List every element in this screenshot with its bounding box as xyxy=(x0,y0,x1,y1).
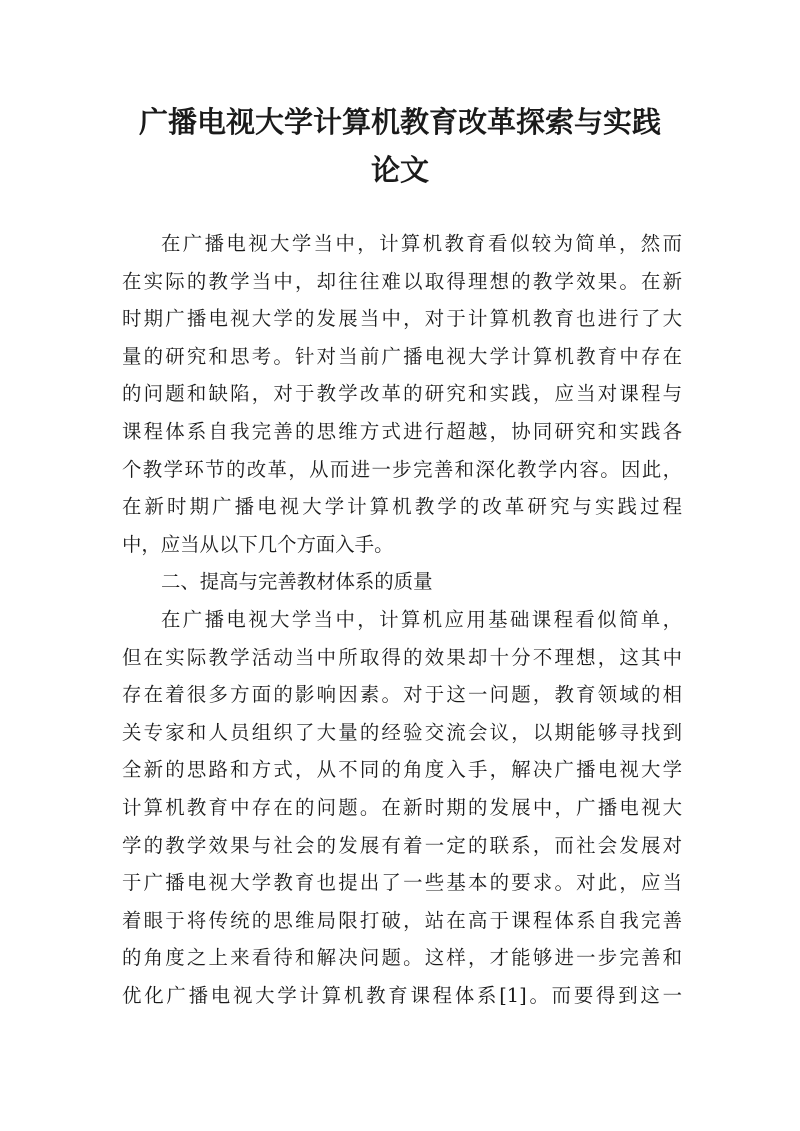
paragraph-2-line: 存在着很多方面的影响因素。对于这一问题，教育领域的相 xyxy=(122,683,682,707)
section-heading: 二、提高与完善教材体系的质量 xyxy=(161,570,433,594)
paragraph-1-line: 时期广播电视大学的发展当中，对于计算机教育也进行了大 xyxy=(122,307,682,331)
paragraph-1-line: 在新时期广播电视大学计算机教学的改革研究与实践过程 xyxy=(122,495,682,519)
paragraph-1-line: 个教学环节的改革，从而进一步完善和深化教学内容。因此， xyxy=(122,457,682,481)
paragraph-2-line: 但在实际教学活动当中所取得的效果却十分不理想，这其中 xyxy=(122,645,682,669)
title-line-2: 论文 xyxy=(370,153,429,187)
paragraph-2-line: 关专家和人员组织了大量的经验交流会议，以期能够寻找到 xyxy=(122,720,682,744)
paragraph-1-line: 中，应当从以下几个方面入手。 xyxy=(122,532,394,556)
paragraph-1-line: 在实际的教学当中，却往往难以取得理想的教学效果。在新 xyxy=(122,269,682,293)
paragraph-2-line: 全新的思路和方式，从不同的角度入手，解决广播电视大学 xyxy=(122,758,682,782)
paragraph-2-line: 优化广播电视大学计算机教育课程体系[1]。而要得到这一 xyxy=(122,983,682,1007)
document-body xyxy=(122,225,682,1014)
paragraph-2-line: 于广播电视大学教育也提出了一些基本的要求。对此，应当 xyxy=(122,871,682,895)
paragraph-2-line: 在广播电视大学当中，计算机应用基础课程看似简单， xyxy=(161,607,682,631)
paragraph-1-line: 在广播电视大学当中，计算机教育看似较为简单，然而 xyxy=(161,232,682,255)
title-line-1: 广播电视大学计算机教育改革探索与实践 xyxy=(138,105,661,139)
paragraph-2-line: 学的教学效果与社会的发展有着一定的联系，而社会发展对 xyxy=(122,833,682,857)
paragraph-2-line: 的角度之上来看待和解决问题。这样，才能够进一步完善和 xyxy=(122,946,682,970)
paragraph-1-line: 量的研究和思考。针对当前广播电视大学计算机教育中存在 xyxy=(122,344,682,368)
paragraph-2-line: 计算机教育中存在的问题。在新时期的发展中，广播电视大 xyxy=(122,795,682,819)
paragraph-1-line: 的问题和缺陷，对于教学改革的研究和实践，应当对课程与 xyxy=(122,382,682,406)
document-title xyxy=(100,98,700,194)
paragraph-2-line: 着眼于将传统的思维局限打破，站在高于课程体系自我完善 xyxy=(122,908,682,932)
paragraph-1-line: 课程体系自我完善的思维方式进行超越，协同研究和实践各 xyxy=(122,419,682,443)
